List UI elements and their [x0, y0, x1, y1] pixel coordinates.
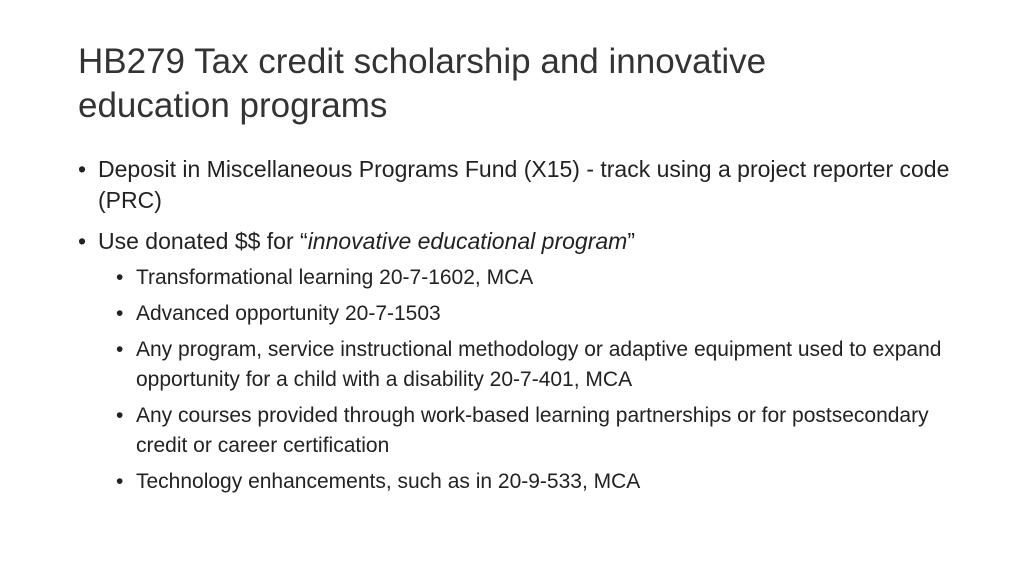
slide-title-line-2: education programs [78, 86, 388, 125]
bullet-text-suffix: ” [627, 228, 636, 254]
slide-title-line-1: HB279 Tax credit scholarship and innovative [78, 42, 767, 81]
sub-bullet-text: Any program, service instructional methodology or adaptive equipment used to expand opportunity for a child with a disability 20-7-401, MCA [136, 338, 942, 391]
sub-bullet-text: Transformational learning 20-7-1602, MCA [136, 266, 534, 289]
bullet-text-italic: innovative educational program [307, 228, 628, 254]
slide-body [78, 154, 958, 503]
sub-bullet-item [116, 335, 958, 395]
bullet-icon: • [78, 156, 87, 182]
sub-bullet-item [116, 299, 958, 329]
bullet-text: Deposit in Miscellaneous Programs Fund (X15) - track using a project reporter code (PRC) [98, 156, 950, 213]
sub-bullet-list [78, 263, 958, 497]
sub-bullet-item [116, 401, 958, 461]
sub-bullet-text: Any courses provided through work-based learning partnerships or for postsecondary credit or career certification [136, 404, 929, 457]
bullet-icon: • [78, 228, 87, 254]
bullet-icon: • [116, 338, 124, 361]
bullet-item [78, 154, 958, 216]
bullet-icon: • [116, 266, 124, 289]
sub-bullet-text: Technology enhancements, such as in 20-9-533, MCA [136, 470, 641, 493]
bullet-text-prefix: Use donated $$ for “ [98, 228, 308, 254]
bullet-icon: • [116, 302, 124, 325]
slide-title [78, 40, 978, 128]
bullet-item [78, 226, 958, 257]
bullet-icon: • [116, 470, 124, 493]
sub-bullet-item [116, 263, 958, 293]
bullet-icon: • [116, 404, 124, 427]
sub-bullet-item [116, 467, 958, 497]
sub-bullet-text: Advanced opportunity 20-7-1503 [136, 302, 441, 325]
